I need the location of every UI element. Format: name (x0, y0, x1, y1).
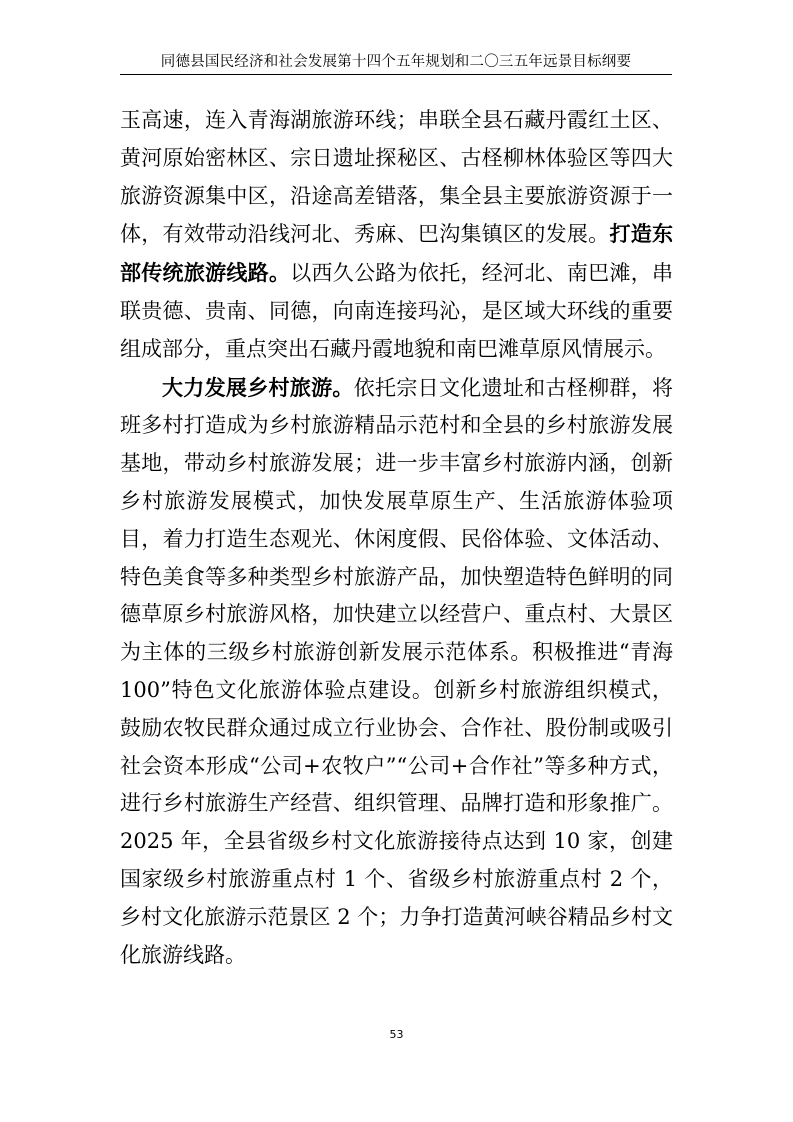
paragraph-rural-tourism (120, 369, 673, 975)
paragraph-tourism-routes (120, 102, 673, 369)
document-body (120, 102, 673, 974)
paragraph-text: 以西久公路为依托，经河北、南巴滩，串联贵德、贵南、同德，向南连接玛沁，是区域大环线的重要组成部分，重点突出石藏丹霞地貌和南巴滩草原风情展示。 (120, 261, 674, 361)
running-header: 同德县国民经济和社会发展第十四个五年规划和二〇三五年远景目标纲要 (160, 54, 632, 70)
page-number: 53 (389, 1028, 404, 1041)
paragraph-text: 依托宗日文化遗址和古柽柳群，将班多村打造成为乡村旅游精品示范村和全县的乡村旅游发展基地，带动乡村旅游发展；进一步丰富乡村旅游内涵，创新乡村旅游发展模式，加快发展草原生产、生活旅游体验项目，着力打造生态观光、休闲度假、民俗体验、文体活动、特色美食等多种类型乡村旅游产品，加快塑造特色鲜明的同德草原乡村旅游风格，加快建立以经营户、重点村、大景区为主体的三级乡村旅游创新发展示范体系。积极推进“青海100”特色文化旅游体验点建设。创新乡村旅游组织模式，鼓励农牧民群众通过成立行业协会、合作社、股份制或吸引社会资本形成“公司+农牧户”“公司+合作社”等多种方式，进行乡村旅游生产经营、组织管理、品牌打造和形象推广。2025 年，全县省级乡村文化旅游接待点达到 10 家，创建国家级乡村旅游重点村 1 个、省级乡村旅游重点村 2 个，乡村文化旅游示范景区 2 个；力争打造黄河峡谷精品乡村文化旅游线路。 (120, 375, 674, 967)
paragraph-text: 玉高速，连入青海湖旅游环线；串联全县石藏丹霞红土区、黄河原始密林区、宗日遗址探秘区、古柽柳林体验区等四大旅游资源集中区，沿途高差错落，集全县主要旅游资源于一体，有效带动沿线河北、秀麻、巴沟集镇区的发展。 (120, 108, 673, 247)
header-divider (120, 74, 672, 75)
bold-heading-eastern-route: 打造东部传统旅游线路。 (120, 221, 674, 286)
bold-heading-rural-tourism: 大力发展乡村旅游。 (162, 374, 354, 400)
